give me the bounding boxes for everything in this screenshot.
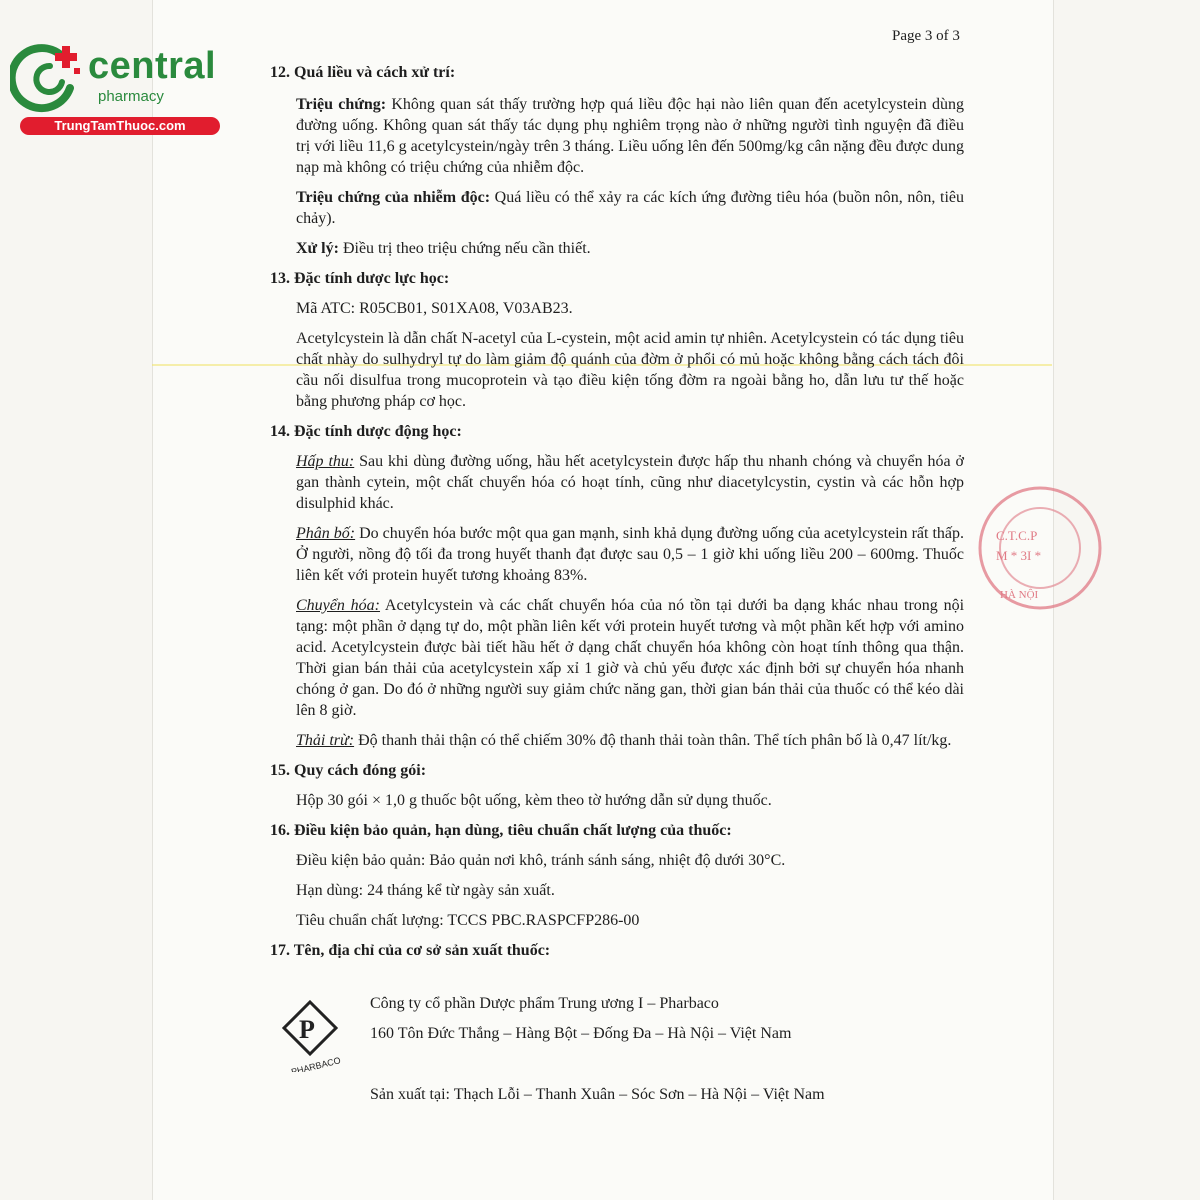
svg-text:M * 3I *: M * 3I * <box>996 548 1042 563</box>
manufacturer-address: 160 Tôn Đức Thắng – Hàng Bột – Đống Đa – Hà Nội – Việt Nam <box>370 1025 792 1042</box>
pharbaco-logo-text: PHARBACO <box>290 1055 342 1072</box>
page-number: Page 3 of 3 <box>892 28 960 44</box>
svg-text:C.T.C.P: C.T.C.P <box>996 528 1038 543</box>
s13-text: Acetylcystein là dẫn chất N-acetyl của L-cystein, một acid amin tự nhiên. Acetylcystein có tác dụng tiêu chất nhày do sulhydryl tự do làm giảm độ quánh của đờm ở phổi có mủ hoặc không bằng cách tách đôi cầu nối disulfua trong mucoprotein và tạo điều kiện tống đờm ra ngoài bằng ho, dẫn lưu tư thế hoặc bằng phương pháp cơ học. <box>296 330 964 410</box>
s14-thai-tru-text: Độ thanh thải thận có thể chiếm 30% độ thanh thải toàn thân. Thể tích phân bố là 0,47 lít/kg. <box>354 732 952 749</box>
s14-hap-thu <box>270 451 964 514</box>
s12-nhiem-doc <box>270 187 964 229</box>
pharbaco-emblem-icon <box>282 1000 352 1072</box>
section-16-title: 16. Điều kiện bảo quản, hạn dùng, tiêu chuẩn chất lượng của thuốc: <box>270 822 732 839</box>
s16-tieu-chuan: Tiêu chuẩn chất lượng: TCCS PBC.RASPCFP286-00 <box>296 912 640 929</box>
s14-phan-bo-label: Phân bố: <box>296 525 356 542</box>
manufacturer-company: Công ty cổ phần Dược phẩm Trung ương I – Pharbaco <box>370 995 719 1012</box>
svg-text:P: P <box>299 1015 315 1044</box>
official-stamp <box>970 478 1110 618</box>
s14-phan-bo-text: Do chuyển hóa bước một qua gan mạnh, sinh khả dụng đường uống của acetylcystein rất thấp. Ở người, nồng độ tối đa trong huyết thanh đạt được sau 0,5 – 1 giờ khi uống liều 200 – 600mg. Thuốc liên kết với protein huyết tương khoảng 83%. <box>296 525 964 584</box>
section-17-title: 17. Tên, địa chỉ của cơ sở sản xuất thuốc: <box>270 942 551 959</box>
s14-hap-thu-label: Hấp thu: <box>296 453 355 470</box>
section-12-title: 12. Quá liều và cách xử trí: <box>270 64 456 81</box>
factory-address: Sản xuất tại: Thạch Lỗi – Thanh Xuân – Sóc Sơn – Hà Nội – Việt Nam <box>370 1086 825 1103</box>
svg-text:HÀ NỘI: HÀ NỘI <box>1000 589 1039 601</box>
section-15-title: 15. Quy cách đóng gói: <box>270 762 427 779</box>
logo-website[interactable]: TrungTamThuoc.com <box>20 117 220 135</box>
s12-xu-ly <box>270 238 964 259</box>
section-13-title: 13. Đặc tính dược lực học: <box>270 270 450 287</box>
s14-thai-tru-label: Thải trừ: <box>296 732 355 749</box>
s15-text: Hộp 30 gói × 1,0 g thuốc bột uống, kèm theo tờ hướng dẫn sử dụng thuốc. <box>296 792 772 809</box>
logo-brand-name: central <box>88 45 217 87</box>
pharmacy-cross-icon <box>10 38 90 118</box>
s13-atc: Mã ATC: R05CB01, S01XA08, V03AB23. <box>296 300 573 317</box>
s12-nhiem-doc-label: Triệu chứng của nhiễm độc: <box>296 189 491 206</box>
s12-trieu-chung-label: Triệu chứng: <box>296 96 387 113</box>
pharbaco-logo <box>282 1000 352 1072</box>
s14-chuyen-hoa <box>270 595 964 721</box>
s16-han-dung: Hạn dùng: 24 tháng kể từ ngày sản xuất. <box>296 882 555 899</box>
s12-nhiem-doc-text: Quá liều có thể xảy ra các kích ứng đường tiêu hóa (buồn nôn, nôn, tiêu chảy). <box>296 189 964 227</box>
s12-xu-ly-text: Điều trị theo triệu chứng nếu cần thiết. <box>338 240 591 257</box>
document-content <box>270 62 964 961</box>
central-pharmacy-logo[interactable] <box>10 38 215 138</box>
s14-chuyen-hoa-label: Chuyển hóa: <box>296 597 381 614</box>
s16-bao-quan: Điều kiện bảo quản: Bảo quản nơi khô, tránh sánh sáng, nhiệt độ dưới 30°C. <box>296 852 786 869</box>
s14-chuyen-hoa-text: Acetylcystein và các chất chuyển hóa của nó tồn tại dưới ba dạng khác nhau trong nội tạng: một phần ở dạng tự do, một phần liên kết với protein huyết tương và một phần kết hợp với amino acid. Acetylcystein được bài tiết hầu hết ở dạng chất chuyển hóa không còn hoạt tính thông qua thận. Thời gian bán thải của acetylcystein xấp xỉ 1 giờ và chủ yếu được xác định bởi sự chuyển hóa nhanh chóng ở gan. Do đó ở những người suy giảm chức năng gan, thời gian bán thải của thuốc có thể kéo dài lên 8 giờ. <box>296 597 965 719</box>
s12-trieu-chung <box>270 94 964 178</box>
s12-xu-ly-label: Xử lý: <box>296 240 339 257</box>
s14-phan-bo <box>270 523 964 586</box>
logo-sub-text: pharmacy <box>98 88 164 105</box>
s14-hap-thu-text: Sau khi dùng đường uống, hầu hết acetylcystein được hấp thu nhanh chóng và chuyển hóa ở gan thành cytein, một chất chuyển hóa có hoạt tính, cũng như diacetylcystin, cystin và các hỗn hợp disulphid khác. <box>296 453 965 512</box>
section-14-title: 14. Đặc tính dược động học: <box>270 423 462 440</box>
s14-thai-tru <box>270 730 964 751</box>
s12-trieu-chung-text: Không quan sát thấy trường hợp quá liều độc hại nào liên quan đến acetylcystein dùng đường uống. Không quan sát thấy tác dụng phụ nghiêm trọng nào ở những người tình nguyện đã điều trị với liều 11,6 g acetylcystein/ngày trên 3 tháng. Liều uống lên đến 500mg/kg cân nặng đều được dung nạp mà không có triệu chứng của nhiễm độc. <box>296 96 964 176</box>
